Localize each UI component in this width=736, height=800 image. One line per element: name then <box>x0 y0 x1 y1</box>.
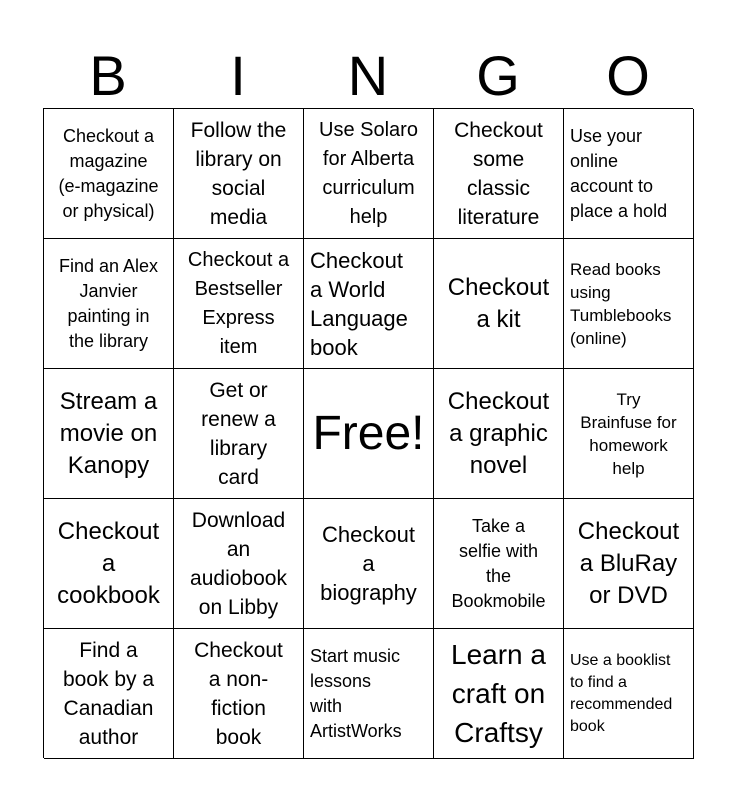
cell-text: Stream a movie on Kanopy <box>59 387 158 479</box>
bingo-cell[interactable] <box>564 239 694 369</box>
bingo-cell[interactable] <box>434 239 564 369</box>
bingo-cell[interactable] <box>434 109 564 239</box>
cell-text: Checkout a Bestseller Express item <box>187 248 290 358</box>
cell-text: Checkout a BluRay or DVD <box>577 517 680 609</box>
bingo-cell[interactable] <box>564 109 694 239</box>
bingo-cell[interactable] <box>174 239 304 369</box>
bingo-cell[interactable] <box>304 109 434 239</box>
bingo-cell[interactable] <box>434 369 564 499</box>
cell-text: Checkout some classic literature <box>454 118 543 229</box>
cell-text: Take a selfie with the Bookmobile <box>451 515 546 611</box>
bingo-cell[interactable] <box>174 499 304 629</box>
bingo-cell[interactable] <box>44 629 174 759</box>
bingo-cell[interactable] <box>564 499 694 629</box>
cell-text: Follow the library on social media <box>190 118 287 229</box>
cell-text: Start music lessons with ArtistWorks <box>310 645 402 741</box>
cell-text: Read books using Tumblebooks (online) <box>570 259 672 348</box>
bingo-cell[interactable] <box>44 239 174 369</box>
cell-text: Find a book by a Canadian author <box>62 638 155 749</box>
header-letter-o: O <box>606 44 650 107</box>
header-letter-g: G <box>476 44 520 107</box>
bingo-header <box>43 44 693 108</box>
cell-text: Find an Alex Janvier painting in the library <box>58 255 159 351</box>
cell-text: Checkout a non- fiction book <box>194 638 283 749</box>
header-letter-n: N <box>347 44 389 107</box>
bingo-cell[interactable] <box>304 629 434 759</box>
bingo-cell[interactable] <box>174 109 304 239</box>
cell-text: Checkout a magazine (e-magazine or physical) <box>58 125 159 221</box>
cell-text: Checkout a World Language book <box>310 247 408 360</box>
bingo-cell[interactable] <box>434 499 564 629</box>
cell-text: Checkout a kit <box>447 273 550 333</box>
bingo-cell[interactable] <box>44 109 174 239</box>
bingo-cell[interactable] <box>44 499 174 629</box>
free-space-cell[interactable] <box>304 369 434 499</box>
bingo-cell[interactable] <box>304 239 434 369</box>
bingo-cell[interactable] <box>174 629 304 759</box>
bingo-cell[interactable] <box>304 499 434 629</box>
cell-text: Use Solaro for Alberta curriculum help <box>319 118 418 228</box>
cell-text: Learn a craft on Craftsy <box>451 639 546 748</box>
cell-text: Get or renew a library card <box>201 378 276 489</box>
cell-text: Use a booklist to find a recommended book <box>570 651 673 735</box>
header-letter-b: B <box>89 44 127 107</box>
free-space-text: Free! <box>312 406 425 460</box>
header-letter-i: I <box>230 44 246 107</box>
cell-text: Checkout a cookbook <box>57 517 160 609</box>
cell-text: Use your online account to place a hold <box>570 125 668 221</box>
cell-text: Download an audiobook on Libby <box>190 508 287 619</box>
bingo-board <box>43 108 693 758</box>
bingo-cell[interactable] <box>174 369 304 499</box>
bingo-cell[interactable] <box>564 629 694 759</box>
bingo-cell[interactable] <box>564 369 694 499</box>
bingo-cell[interactable] <box>44 369 174 499</box>
cell-text: Checkout a graphic novel <box>447 387 550 479</box>
bingo-cell[interactable] <box>434 629 564 759</box>
cell-text: Try Brainfuse for homework help <box>580 389 677 478</box>
cell-text: Checkout a biography <box>320 522 417 605</box>
